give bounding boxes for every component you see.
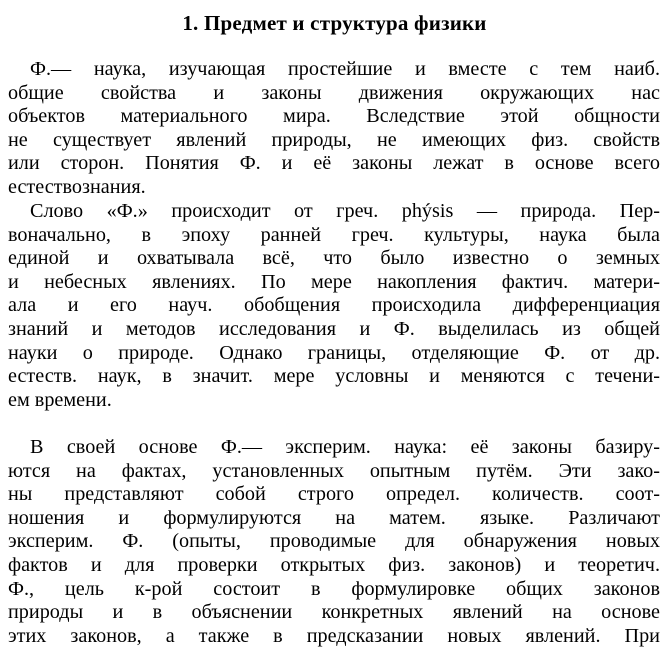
text-line: общие свойства и законы движения окружающих нас (8, 81, 660, 104)
text-line: воначально, в эпоху ранней греч. культуры, наука была (8, 223, 660, 246)
text-line: знаний и методов исследования и Ф. выделилась из общей (8, 317, 660, 340)
section-heading: 1. Предмет и структура физики (182, 11, 487, 35)
text-line: фактов и для проверки открытых физ. законов) и теоретич. (8, 553, 660, 576)
text-line: или сторон. Понятия Ф. и её законы лежат в основе всего (8, 152, 660, 175)
text-line: ются на фактах, установленных опытным путём. Эти зако- (8, 459, 660, 482)
text-line: В своей основе Ф.— эксперим. наука: её законы базиру- (30, 436, 660, 458)
text-line: ала и его науч. обобщения происходила дифференциация (8, 294, 660, 317)
text-line: объектов материального мира. Вследствие этой общности (8, 105, 660, 128)
text-line: единой и охватывала всё, что было известно о земных (8, 247, 660, 270)
text-line: ем времени. (8, 388, 112, 411)
paragraph-experimental (8, 436, 660, 648)
paragraph-definition (8, 58, 660, 200)
text-line: Ф.— наука, изучающая простейшие и вместе с тем наиб. (30, 58, 660, 80)
text-line: эксперим. Ф. (опыты, проводимые для обнаружения новых (8, 530, 660, 553)
text-line: и небесных явлениях. По мере накопления фактич. матери- (8, 270, 660, 293)
text-line: ношения и формулируются на матем. языке. Различают (8, 506, 660, 529)
text-line: ны представляют собой строго определ. количеств. соот- (8, 483, 660, 506)
text-line: этих законов, а также в предсказании новых явлений. При (8, 624, 660, 647)
text-line: естеств. наук, в значит. мере условны и меняются с течени- (8, 365, 660, 388)
text-line: Ф., цель к-рой состоит в формулировке общих законов (8, 577, 660, 600)
text-line: науки о природе. Однако границы, отделяющие Ф. от др. (8, 341, 660, 364)
text-line: естествознания. (8, 175, 146, 198)
paragraph-etymology (8, 200, 660, 412)
text-line: природы и в объяснении конкретных явлений на основе (8, 601, 660, 624)
text-line: не существует явлений природы, не имеющих физ. свойств (8, 128, 660, 151)
text-line: Слово «Ф.» происходит от греч. phýsis — природа. Пер- (30, 200, 660, 222)
